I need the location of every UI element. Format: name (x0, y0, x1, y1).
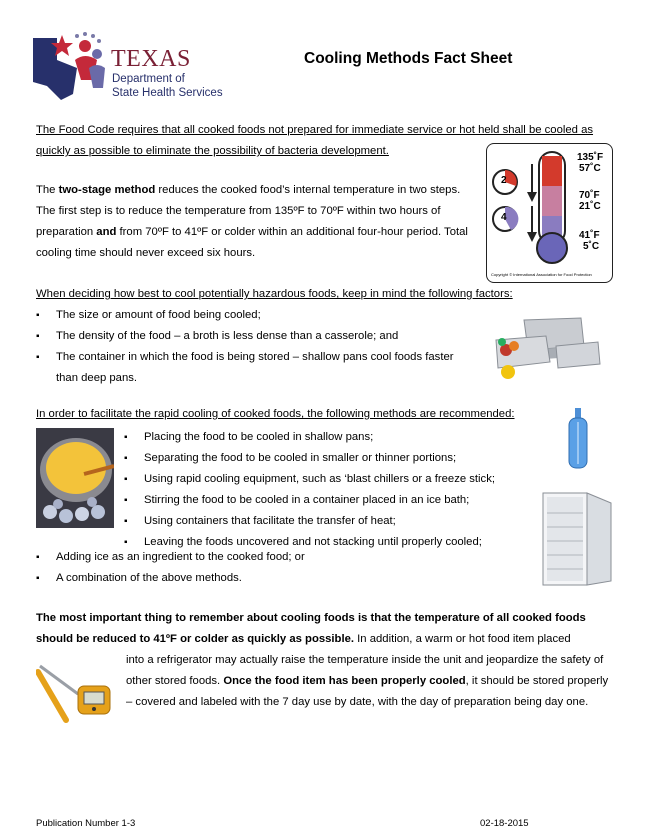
blast-chiller-image (535, 489, 615, 589)
temp-57c: 57˚C (579, 163, 601, 174)
list-item: ▪ A combination of the above methods. (36, 568, 496, 589)
intro-paragraph: The Food Code requires that all cooked foods not prepared for immediate service or hot held shall be cooled as quickly as possible to eliminate the possibility of bacteria development. (36, 124, 594, 157)
list-item: ▪ Using containers that facilitate the transfer of heat; (124, 511, 524, 532)
publication-date: 02-18-2015 (480, 818, 529, 829)
conclusion-bold-2: Once the food item has been properly cooled (223, 675, 466, 687)
list-item: ▪ The container in which the food is being stored – shallow pans cool foods faster than deep pans. (36, 347, 476, 389)
list-item: ▪ Adding ice as an ingredient to the cooked food; or (36, 547, 496, 568)
conclusion-bold-1: The most important thing to remember about cooling foods is that the temperature of all cooked foods should be reduced to 41ºF or colder as quickly as possible. (36, 612, 586, 645)
ice-bath-image (36, 428, 114, 528)
conclusion-continued (126, 650, 612, 713)
clock-2-label: 2 (501, 175, 507, 186)
logo-line-2: State Health Services (112, 87, 223, 99)
publication-number: Publication Number 1-3 (36, 818, 136, 829)
texas-people-logo-icon (27, 30, 107, 105)
logo-line-1: Department of (112, 73, 185, 85)
list-item: ▪ Leaving the foods uncovered and not stacking until properly cooled; (124, 532, 524, 553)
temp-5c: 5˚C (583, 241, 600, 252)
list-item: ▪ The density of the food – a broth is less dense than a casserole; and (36, 326, 476, 347)
shallow-pans-image (486, 312, 606, 382)
conclusion-paragraph (36, 608, 616, 650)
two-stage-paragraph (36, 180, 476, 264)
freeze-stick-image (566, 408, 590, 470)
methods-list (124, 427, 524, 553)
factors-heading: When deciding how best to cool potentially hazardous foods, keep in mind the following factors: (36, 288, 513, 300)
temp-135f: 135˚F (577, 152, 604, 163)
two-stage-bold-1: two-stage method (58, 184, 156, 196)
thermometer-graphic (486, 143, 613, 283)
factors-list (36, 305, 476, 389)
conclusion-text-3: , it should be stored properly – covered and labeled with the 7 day use by date, with the day of preparation being day one. (126, 675, 609, 708)
temp-70f: 70˚F (579, 190, 600, 201)
list-item: ▪ Using rapid cooling equipment, such as ‘blast chillers or a freeze stick; (124, 469, 524, 490)
methods-heading: In order to facilitate the rapid cooling of cooked foods, the following methods are recommended: (36, 408, 515, 420)
temp-41f: 41˚F (579, 230, 600, 241)
two-stage-text-2: reduces the cooked food’s internal temperature in two steps. The first step is to reduce the temperature from 135ºF to 70ºF within two hours of preparation (36, 184, 461, 238)
conclusion-text-1: In addition, a warm or hot food item placed (354, 633, 571, 645)
methods-list-wide (36, 547, 496, 589)
list-item: ▪ Separating the food to be cooled in smaller or thinner portions; (124, 448, 524, 469)
two-stage-text-3: from 70ºF to 41ºF or colder within an additional four-hour period. Total cooling time should never exceed six hours. (36, 226, 468, 259)
list-item: ▪ Stirring the food to be cooled in a container placed in an ice bath; (124, 490, 524, 511)
two-stage-text-1: The (36, 184, 59, 196)
list-item: ▪ Placing the food to be cooled in shallow pans; (124, 427, 524, 448)
probe-thermometer-image (36, 660, 116, 726)
copyright-note: Copyright © International Association for Food Protection (491, 272, 592, 277)
temp-21c: 21˚C (579, 201, 601, 212)
page-title: Cooling Methods Fact Sheet (304, 50, 513, 67)
logo-word: TEXAS (111, 46, 191, 72)
clock-4-label: 4 (501, 212, 507, 223)
conclusion-text-2: into a refrigerator may actually raise the temperature inside the unit and jeopardize the safety of other stored foods. (126, 654, 604, 687)
dshs-logo (27, 30, 227, 105)
two-stage-bold-2: and (96, 226, 117, 238)
list-item: ▪ The size or amount of food being cooled; (36, 305, 476, 326)
